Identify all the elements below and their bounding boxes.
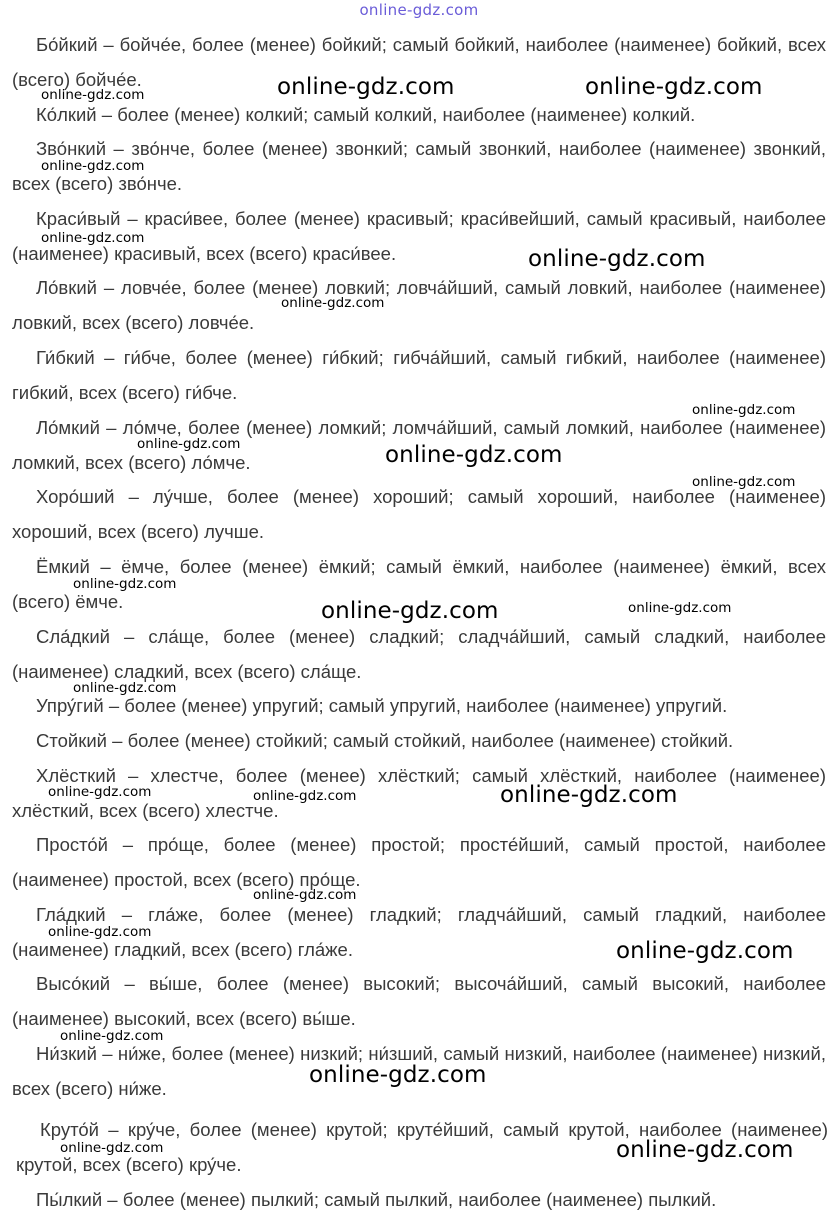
watermark-large: online-gdz.com — [616, 938, 794, 964]
watermark-large: online-gdz.com — [616, 1137, 794, 1163]
watermark-small: online-gdz.com — [281, 295, 385, 311]
watermark-large: online-gdz.com — [321, 598, 499, 624]
watermark-small: online-gdz.com — [692, 474, 796, 490]
entry-stoykiy: Стойкий – более (менее) стойкий; самый стойкий, наиболее (наименее) стойкий. — [36, 730, 734, 751]
watermark-small: online-gdz.com — [41, 158, 145, 174]
entry-sladkiy: Сла́дкий – сла́ще, более (менее) сладкий; сладча́йший, самый сладкий, наиболее (наименее) сладкий, всех (всего) сла́ще. — [12, 626, 826, 682]
watermark-large: online-gdz.com — [500, 782, 678, 808]
watermark-small: online-gdz.com — [73, 576, 177, 592]
header-watermark: online-gdz.com — [359, 1, 479, 19]
entry-uprugiy: Упру́гий – более (менее) упругий; самый упругий, наиболее (наименее) упругий. — [36, 695, 728, 716]
watermark-small: online-gdz.com — [253, 788, 357, 804]
watermark-large: online-gdz.com — [528, 246, 706, 272]
watermark-large: online-gdz.com — [309, 1062, 487, 1088]
entry-khoroshiy: Хоро́ший – лу́чше, более (менее) хороший; самый хороший, наиболее (наименее) хороший, всех (всего) лучше. — [12, 486, 826, 542]
watermark-large: online-gdz.com — [385, 442, 563, 468]
entry-nizkiy: Ни́зкий – ни́же, более (менее) низкий; ни́зший, самый низкий, наиболее (наименее) низкий, всех (всего) ни́же. — [12, 1043, 826, 1099]
watermark-small: online-gdz.com — [692, 402, 796, 418]
watermark-small: online-gdz.com — [137, 436, 241, 452]
entry-kolkiy: Ко́лкий – более (менее) колкий; самый колкий, наиболее (наименее) колкий. — [36, 104, 696, 125]
watermark-small: online-gdz.com — [41, 87, 145, 103]
entry-khlyostkiy: Хлёсткий – хлестче, более (менее) хлёсткий; самый хлёсткий, наиболее (наименее) хлёсткий, всех (всего) хлестче. — [12, 765, 826, 821]
entry-vysokiy: Высо́кий – вы́ше, более (менее) высокий; высоча́йший, самый высокий, наиболее (наименее) высокий, всех (всего) вы́ше. — [12, 973, 826, 1029]
watermark-small: online-gdz.com — [253, 887, 357, 903]
watermark-small: online-gdz.com — [41, 230, 145, 246]
entry-gladkiy: Гла́дкий – гла́же, более (менее) гладкий; гладча́йший, самый гладкий, наиболее (наименее) гладкий, всех (всего) гла́же. — [12, 904, 826, 960]
watermark-small: online-gdz.com — [48, 924, 152, 940]
entry-yomkiy: Ёмкий – ёмче, более (менее) ёмкий; самый ёмкий, наиболее (наименее) ёмкий, всех (всего) ёмче. — [12, 556, 826, 612]
watermark-small: online-gdz.com — [73, 680, 177, 696]
entry-prostoy: Просто́й – про́ще, более (менее) простой; просте́йший, самый простой, наиболее (наименее) простой, всех (всего) про́ще. — [12, 834, 826, 890]
watermark-small: online-gdz.com — [48, 784, 152, 800]
entry-lovkiy: Ло́вкий – ловче́е, более (менее) ловкий; ловча́йший, самый ловкий, наиболее (наименее) ловкий, всех (всего) ловче́е. — [12, 277, 826, 333]
entry-pylkiy: Пы́лкий – более (менее) пылкий; самый пылкий, наиболее (наименее) пылкий. — [36, 1189, 717, 1210]
watermark-small: online-gdz.com — [60, 1140, 164, 1156]
entry-krasiviy: Краси́вый – краси́вее, более (менее) красивый; краси́вейший, самый красивый, наиболее (наименее) красивый, всех (всего) краси́вее. — [12, 208, 826, 264]
watermark-large: online-gdz.com — [585, 74, 763, 100]
entry-krutoy: Круто́й – кру́че, более (менее) крутой; круте́йший, самый крутой, наиболее (наименее) крутой, всех (всего) кру́че. — [16, 1119, 828, 1175]
watermark-small: online-gdz.com — [628, 600, 732, 616]
entry-lomkiy: Ло́мкий – ло́мче, более (менее) ломкий; ломча́йший, самый ломкий, наиболее (наименее) ломкий, всех (всего) ло́мче. — [12, 417, 826, 473]
watermark-large: online-gdz.com — [277, 74, 455, 100]
watermark-small: online-gdz.com — [60, 1028, 164, 1044]
entry-zvonkiy: Зво́нкий – зво́нче, более (менее) звонкий; самый звонкий, наиболее (наименее) звонкий, всех (всего) зво́нче. — [12, 138, 826, 194]
entry-boikiy: Бо́йкий – бойче́е, более (менее) бойкий; самый бойкий, наиболее (наименее) бойкий, всех (всего) бойче́е. — [12, 34, 826, 90]
entry-gibkiy: Ги́бкий – ги́бче, более (менее) ги́бкий; гибча́йший, самый гибкий, наиболее (наименее) гибкий, всех (всего) ги́бче. — [12, 347, 826, 403]
